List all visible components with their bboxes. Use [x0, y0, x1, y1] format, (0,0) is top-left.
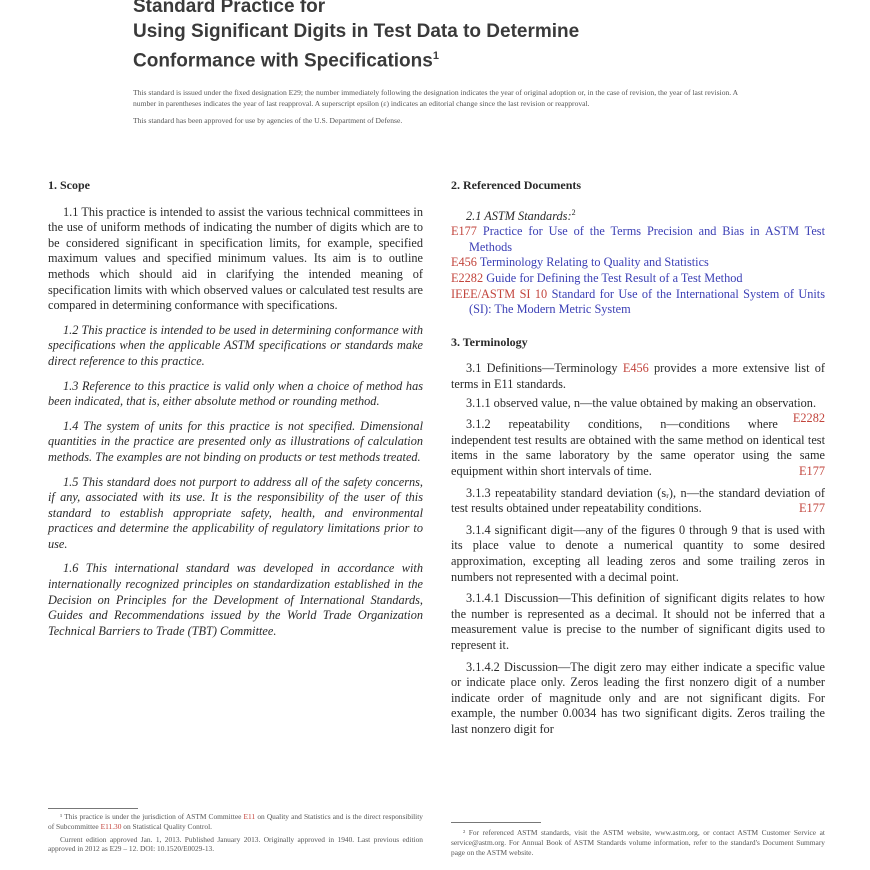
footnote-1-b: on Quality and Statistics and is the direct responsibility of Subcommittee — [48, 812, 423, 831]
ref-e177[interactable] — [451, 224, 825, 255]
title-line-3 — [133, 44, 753, 73]
section-heading-referenced-documents: 2. Referenced Documents — [451, 178, 582, 192]
scope-1-1: 1.1 This practice is intended to assist the various technical committees in the use of uniform methods of indicating the number of digits which are to be considered significant in specification limits, for example, specified maximum values and specified minimum values. Its aim is to outline methods which should aid in clarifying the intended meaning of specification limits with which observed values or calculated test results are compared in determining conformance with specifications. — [48, 204, 423, 313]
term-3-1-1-ref[interactable]: E2282 — [792, 411, 825, 426]
term-3-1-3-ref[interactable]: E177 — [799, 501, 825, 516]
ref-astm-standards-label: 2.1 ASTM Standards: — [466, 208, 572, 223]
term-3-1-1-text: 3.1.1 observed value, n—the value obtained by making an observation. — [466, 395, 817, 410]
ref-e2282[interactable] — [451, 271, 825, 287]
ref-si10-tag[interactable]: IEEE/ASTM SI 10 — [451, 286, 548, 301]
footnotes-left — [48, 812, 423, 854]
section-heading-scope: 1. Scope — [48, 178, 90, 192]
scope-1-6: 1.6 This international standard was developed in accordance with internationally recognized principles on standardization established in the Decision on Principles for the Development of International Standards, Guides and Recommendations issued by the World Trade Organization Technical Barriers to Trade (TBT) Committee. — [48, 561, 423, 638]
preamble-dod-note: This standard has been approved for use by agencies of the U.S. Department of Defense. — [133, 116, 403, 126]
footnote-rule-right — [451, 822, 541, 823]
footnote-rule-left — [48, 808, 138, 809]
footnote-2: ² For referenced ASTM standards, visit the ASTM website, www.astm.org, or contact ASTM Customer Service at service@astm.org. For Annual Book of ASTM Standards volume information, refer to the standard's Document Summary page on the ASTM website. — [451, 828, 825, 857]
ref-e2282-tag[interactable]: E2282 — [451, 271, 484, 286]
ref-si10-link[interactable]: Standard for Use of the International System of Units (SI): The Modern Metric System — [469, 286, 825, 317]
term-3-1-4: 3.1.4 significant digit—any of the figures 0 through 9 that is used with its place value to denote a numerical quantity to some desired approximation, excepting all leading zeros and some trailing zeros in numbers not represented with a decimal point. — [451, 522, 825, 584]
document-title — [133, 0, 753, 73]
ref-e177-tag[interactable]: E177 — [451, 224, 477, 239]
ref-e456-link[interactable]: Terminology Relating to Quality and Statistics — [479, 255, 709, 270]
ref-e456-tag[interactable]: E456 — [451, 255, 477, 270]
term-3-1-text-b: provides a more extensive list of terms in E11 standards. — [451, 361, 825, 392]
footnote-1-c: on Statistical Quality Control. — [123, 821, 212, 831]
preamble — [133, 88, 741, 134]
term-3-1-text-a: 3.1 Definitions—Terminology — [466, 361, 618, 376]
scope-1-5: 1.5 This standard does not purport to address all of the safety concerns, if any, associated with its use. It is the responsibility of the user of this standard to establish appropriate safety, health, and environmental practices and determine the applicability of regulatory limitations prior to use. — [48, 474, 423, 551]
left-column — [48, 178, 423, 648]
footnotes-right — [451, 828, 825, 857]
ref-e456[interactable] — [451, 255, 825, 271]
term-3-1-2 — [451, 417, 825, 479]
term-3-1-ref[interactable]: E456 — [622, 361, 649, 376]
scope-1-3: 1.3 Reference to this practice is valid only when a choice of method has been indicated, that is, either absolute method or rounding method. — [48, 378, 423, 409]
scope-1-2: 1.2 This practice is intended to be used in determining conformance with specifications when the applicable ASTM specifications or standards make direct reference to this practice. — [48, 322, 423, 368]
scope-1-4: 1.4 The system of units for this practice is not specified. Dimensional quantities in the practice are presented only as illustrations of calculation methods. The examples are not binding on products or test methods treated. — [48, 418, 423, 464]
ref-e177-link[interactable]: Practice for Use of the Terms Precision and Bias in ASTM Test Methods — [469, 224, 825, 254]
footnote-1-committee[interactable]: E11 — [243, 812, 256, 821]
term-3-1-2-ref[interactable]: E177 — [799, 464, 825, 478]
title-line-1: Standard Practice for — [133, 0, 326, 17]
term-3-1-3-text: 3.1.3 repeatability standard deviation (sᵣ), n—the standard deviation of test results obtained under repeatability conditions. — [451, 485, 825, 516]
ref-e2282-link[interactable]: Guide for Defining the Test Result of a Test Method — [486, 271, 743, 286]
title-footnote-mark: 1 — [432, 50, 439, 62]
footnote-1-a: ¹ This practice is under the jurisdiction of ASTM Committee — [60, 812, 242, 821]
ref-footnote-mark: 2 — [571, 207, 576, 217]
section-heading-terminology: 3. Terminology — [451, 334, 528, 349]
term-3-1-1 — [451, 395, 825, 426]
ref-si10[interactable] — [451, 287, 825, 318]
footnote-1-subcommittee[interactable]: E11.30 — [100, 821, 122, 831]
ref-astm-standards — [451, 205, 825, 225]
right-column — [451, 178, 825, 747]
footnote-1 — [48, 812, 423, 832]
term-3-1 — [451, 361, 825, 392]
title-line-2: Using Significant Digits in Test Data to Determine — [133, 21, 580, 42]
term-3-1-4-2: 3.1.4.2 Discussion—The digit zero may either indicate a specific value or indicate place only. Zeros leading the first nonzero digit of a number indicate order of magnitude only and are not significant digits. For example, the number 0.0034 has two significant digits. Zeros trailing the last nonzero digit for — [451, 659, 825, 736]
footnote-edition: Current edition approved Jan. 1, 2013. Published January 2013. Originally approved in 1940. Last previous edition approved in 2012 as E29 – 12. DOI: 10.1520/E0029-13. — [48, 834, 423, 854]
term-3-1-3 — [451, 486, 825, 517]
preamble-designation-note: This standard is issued under the fixed designation E29; the number immediately following the designation indicates the year of original adoption or, in the case of revision, the year of last revision. A number in parentheses indicates the year of last reapproval. A superscript epsilon (ε) indicates an editorial change since the last revision or reapproval. — [133, 88, 738, 108]
term-3-1-2-text: 3.1.2 repeatability conditions, n—conditions where independent test results are obtained with the same method on identical test items in the same laboratory by the same operator using the same equipment within short intervals of time. — [451, 417, 825, 478]
term-3-1-4-1: 3.1.4.1 Discussion—This definition of significant digits relates to how the number is represented as a decimal. It should not be inferred that a measurement value is precise to the number of significant digits used to represent it. — [451, 591, 825, 652]
title-line-3-text: Conformance with Specifications — [133, 50, 433, 72]
